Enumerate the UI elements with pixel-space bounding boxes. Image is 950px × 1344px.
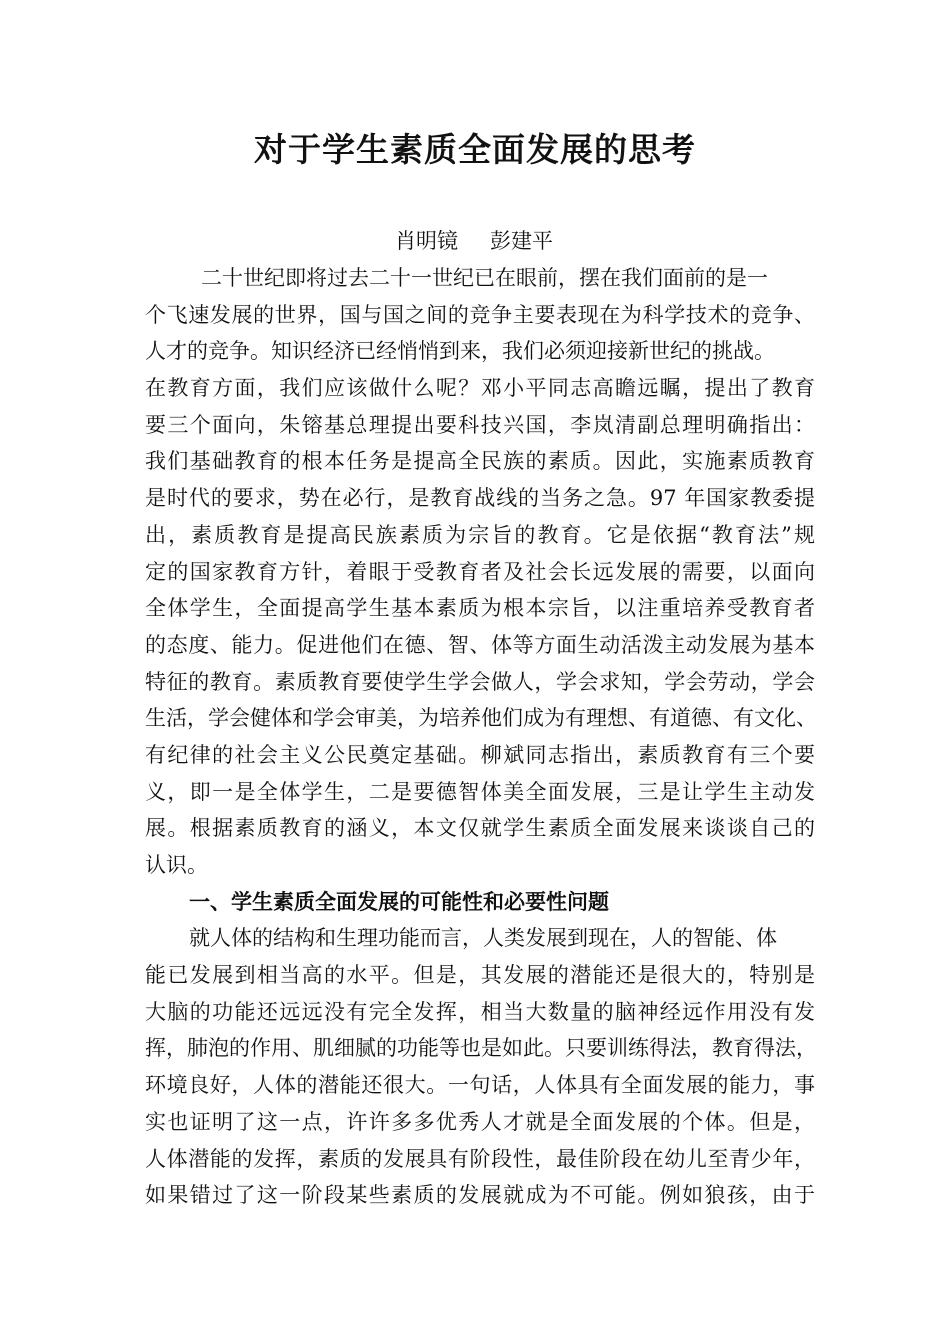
text-line: 环境良好，人体的潜能还很大。一句话，人体具有全面发展的能力，事 bbox=[145, 1073, 815, 1098]
text-line: 就人体的结构和生理功能而言，人类发展到现在，人的智能、体 bbox=[189, 926, 777, 951]
text-line: 的态度、能力。促进他们在德、智、体等方面生动活泼主动发展为基本 bbox=[145, 632, 815, 657]
text-line: 展。根据素质教育的涵义，本文仅就学生素质全面发展来谈谈自己的 bbox=[145, 816, 815, 841]
text-line: 是时代的要求，势在必行，是教育战线的当务之急。97 年国家教委提 bbox=[145, 486, 815, 511]
text-line: 能已发展到相当高的水平。但是，其发展的潜能还是很大的，特别是 bbox=[145, 963, 815, 988]
text-line: 认识。 bbox=[145, 853, 208, 877]
text-line: 有纪律的社会主义公民奠定基础。柳斌同志指出，素质教育有三个要 bbox=[145, 742, 815, 767]
authors-line bbox=[395, 226, 553, 256]
text-line: 义，即一是全体学生，二是要德智体美全面发展，三是让学生主动发 bbox=[145, 779, 815, 804]
text-line: 大脑的功能还远远没有完全发挥，相当大数量的脑神经远作用没有发 bbox=[145, 999, 815, 1024]
text-line: 生活，学会健体和学会审美，为培养他们成为有理想、有道德、有文化、 bbox=[145, 706, 817, 731]
text-line: 个飞速发展的世界，国与国之间的竞争主要表现在为科学技术的竞争、 bbox=[145, 302, 815, 327]
text-line: 二十世纪即将过去二十一世纪已在眼前，摆在我们面前的是一 bbox=[201, 266, 768, 290]
text-line: 如果错过了这一阶段某些素质的发展就成为不可能。例如狼孩，由于 bbox=[145, 1183, 815, 1208]
text-line: 在教育方面，我们应该做什么呢？邓小平同志高瞻远瞩，提出了教育 bbox=[145, 376, 815, 401]
text-line: 人才的竞争。知识经济已经悄悄到来，我们必须迎接新世纪的挑战。 bbox=[145, 339, 775, 364]
text-line: 要三个面向，朱镕基总理提出要科技兴国，李岚清副总理明确指出： bbox=[145, 412, 815, 437]
author-name: 彭建平 bbox=[490, 229, 553, 253]
page-title: 对于学生素质全面发展的思考 bbox=[254, 130, 696, 169]
text-line: 挥，肺泡的作用、肌细腻的功能等也是如此。只要训练得法，教育得法， bbox=[145, 1036, 817, 1061]
body-text bbox=[145, 260, 815, 1214]
text-line: 人体潜能的发挥，素质的发展具有阶段性，最佳阶段在幼儿至青少年， bbox=[145, 1146, 815, 1171]
text-line: 我们基础教育的根本任务是提高全民族的素质。因此，实施素质教育 bbox=[145, 449, 815, 474]
section-heading: 一、学生素质全面发展的可能性和必要性问题 bbox=[189, 888, 609, 914]
author-name: 肖明镜 bbox=[395, 229, 458, 253]
text-line: 实也证明了这一点，许许多多优秀人才就是全面发展的个体。但是， bbox=[145, 1109, 815, 1134]
text-line: 定的国家教育方针，着眼于受教育者及社会长远发展的需要，以面向 bbox=[145, 559, 815, 584]
text-line: 特征的教育。素质教育要使学生学会做人，学会求知，学会劳动，学会 bbox=[145, 669, 815, 694]
text-line: 全体学生，全面提高学生基本素质为根本宗旨，以注重培养受教育者 bbox=[145, 596, 815, 621]
text-line: 出，素质教育是提高民族素质为宗旨的教育。它是依据“教育法”规 bbox=[145, 522, 815, 547]
